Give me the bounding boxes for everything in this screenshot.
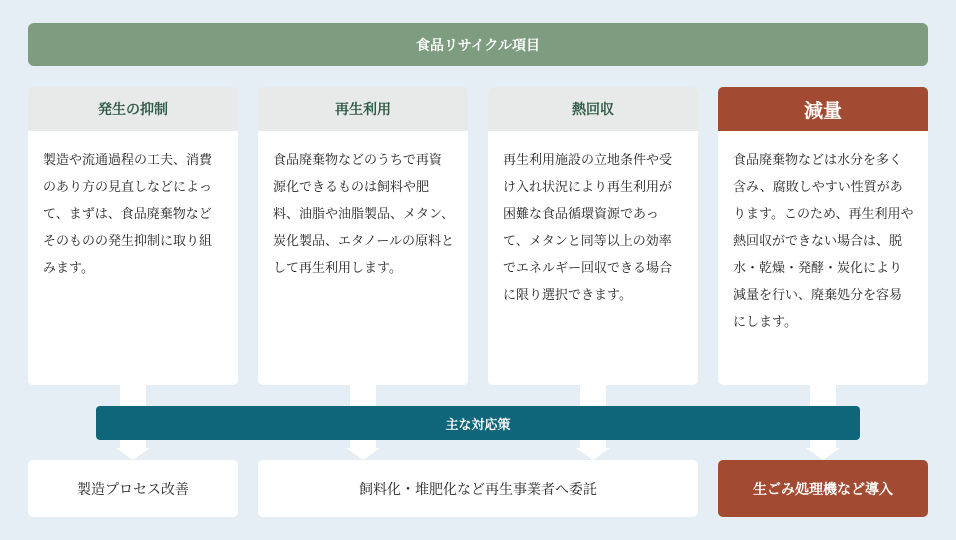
card-heat-recovery — [488, 87, 698, 385]
card-body: 食品廃棄物などは水分を多く含み、腐敗しやすい性質があります。このため、再生利用や熱回収ができない場合は、脱水・乾燥・発酵・炭化により減量を行い、廃棄処分を容易にします。 — [733, 153, 914, 330]
result-label: 飼料化・堆肥化など再生事業者へ委託 — [359, 481, 597, 498]
banner-title: 食品リサイクル項目 — [415, 37, 541, 54]
measures-title: 主な対応策 — [445, 417, 511, 433]
connector — [120, 384, 146, 408]
measures-banner — [96, 406, 860, 440]
arrow-down-icon — [806, 448, 840, 460]
card-title: 発生の抑制 — [28, 87, 238, 131]
result-garbage-processor — [718, 460, 928, 517]
arrow-down-icon — [346, 448, 380, 460]
card-title: 熱回収 — [488, 87, 698, 131]
card-prevention — [28, 87, 238, 385]
arrow-down-icon — [116, 448, 150, 460]
connector — [580, 384, 606, 408]
card-body: 食品廃棄物などのうちで再資源化できるものは飼料や肥料、油脂や油脂製品、メタン、炭化製品、エタノールの原料として再生利用します。 — [273, 153, 454, 276]
card-body: 再生利用施設の立地条件や受け入れ状況により再生利用が困難な食品循環資源であって、メタンと同等以上の効率でエネルギー回収できる場合に限り選択できます。 — [503, 153, 673, 303]
connector — [810, 384, 836, 408]
card-title: 減量 — [718, 87, 928, 131]
card-recycling — [258, 87, 468, 385]
card-title: 再生利用 — [258, 87, 468, 131]
card-body: 製造や流通過程の工夫、消費のあり方の見直しなどによって、まずは、食品廃棄物などそのものの発生抑制に取り組みます。 — [43, 153, 213, 276]
result-label: 生ごみ処理機など導入 — [753, 481, 893, 498]
result-outsourcing — [258, 460, 698, 517]
arrow-down-icon — [576, 448, 610, 460]
result-process-improvement — [28, 460, 238, 517]
card-reduction — [718, 87, 928, 385]
connector — [350, 384, 376, 408]
result-label: 製造プロセス改善 — [77, 481, 189, 498]
top-banner — [28, 23, 928, 66]
